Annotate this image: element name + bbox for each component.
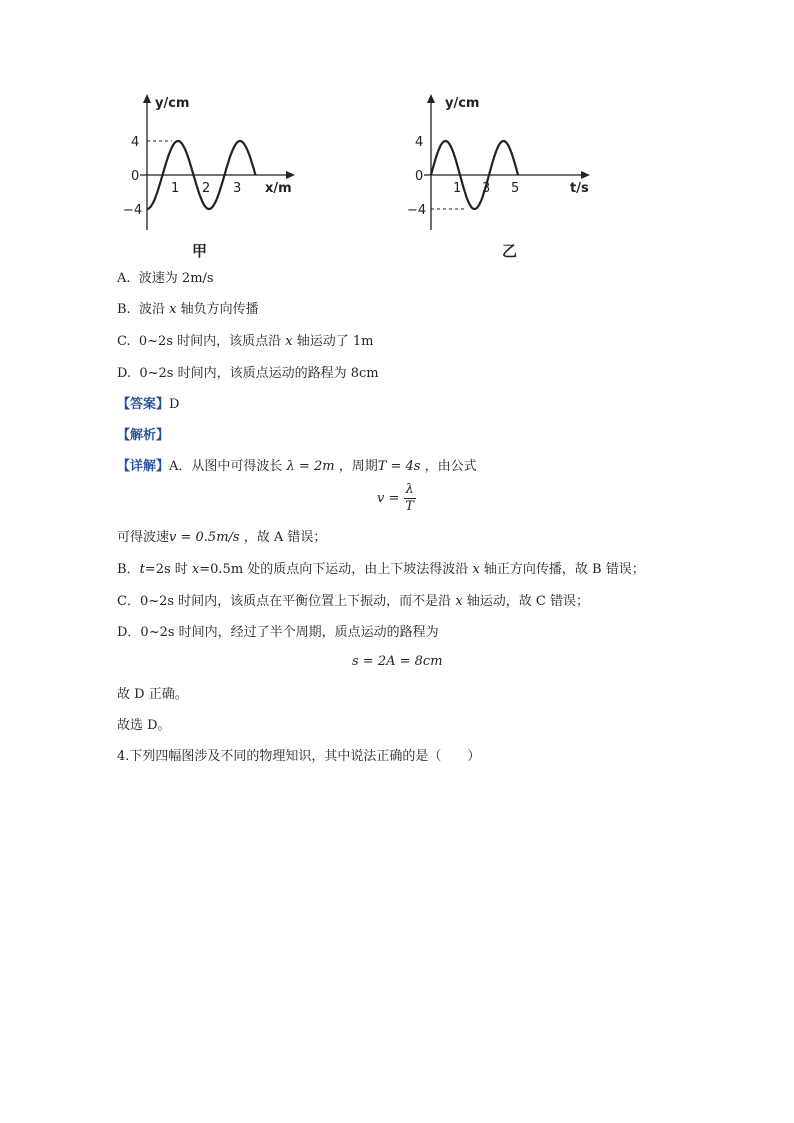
option-text: 波速为 2m/s [138, 271, 214, 286]
option-letter: C. [117, 334, 131, 349]
y-axis-arrow [427, 94, 435, 103]
x-tick: 1 [171, 181, 180, 196]
detail-b-line: B．t=2s 时 x=0.5m 处的质点向下运动，由上下坡法得波沿 x 轴正方向传播，故 B 错误； [117, 562, 645, 577]
option-text: 0~2s 时间内，该质点运动的路程为 8cm [139, 366, 379, 381]
next-question: 4.下列四幅图涉及不同的物理知识，其中说法正确的是（ ） [117, 749, 481, 764]
detail-a-line: 【详解】A．从图中可得波长 λ = 2m ，周期T = 4s ，由公式 [117, 459, 477, 474]
detail-label: 【详解】 [117, 459, 170, 474]
answer-line [117, 396, 179, 414]
figure-caption-jia: 甲 [192, 242, 208, 260]
x-tick: 2 [202, 181, 211, 196]
x-tick: 5 [511, 181, 520, 196]
period-equation: T = 4s [377, 459, 421, 474]
y-axis-label: y/cm [445, 96, 480, 111]
option-b: B. 波沿 x 轴负方向传播 [117, 302, 259, 317]
y-axis-arrow [143, 94, 151, 103]
x-tick: 1 [453, 181, 462, 196]
x-axis-arrow [581, 171, 590, 179]
speed-result-line: 可得波速v = 0.5m/s ，故 A 错误； [117, 530, 327, 545]
analysis-label: 【解析】 [117, 428, 170, 443]
y-tick: 0 [415, 169, 424, 184]
analysis-line [117, 427, 169, 445]
conclusion-line: 故 D 正确。 [117, 687, 188, 702]
x-tick: 3 [233, 181, 242, 196]
option-letter: B. [117, 302, 131, 317]
y-tick: 0 [131, 169, 140, 184]
y-axis-label: y/cm [155, 96, 190, 111]
fraction: $\frac{\lambda}{T}$ [405, 482, 414, 514]
figure-caption-yi: 乙 [502, 242, 518, 260]
option-d [117, 365, 379, 383]
y-tick: −4 [407, 203, 427, 218]
option-letter: A. [117, 271, 131, 286]
x-axis-label: t/s [570, 181, 589, 196]
final-answer-line: 故选 D。 [117, 718, 171, 733]
x-axis-label: x/m [265, 181, 292, 196]
y-tick: 4 [415, 135, 424, 150]
speed-formula: v = $\frac{\lambda}{T}$ [377, 482, 414, 514]
y-tick: 4 [131, 135, 140, 150]
speed-equation: v = 0.5m/s [169, 530, 240, 545]
lambda-equation: λ = 2m [286, 459, 335, 474]
x-axis-arrow [286, 171, 295, 179]
answer-label: 【答案】 [117, 397, 170, 412]
figure-jia [123, 90, 300, 230]
y-tick: −4 [123, 203, 143, 218]
distance-formula: s = 2A = 8cm [352, 654, 443, 669]
x-tick: 3 [482, 181, 491, 196]
figure-yi [407, 90, 600, 230]
option-c: C. 0~2s 时间内，该质点沿 x 轴运动了 1m [117, 334, 374, 349]
option-a [117, 270, 214, 288]
option-letter: D. [117, 366, 132, 381]
detail-d-line: D．0~2s 时间内，经过了半个周期，质点运动的路程为 [117, 625, 439, 640]
answer-value: D [169, 397, 180, 412]
detail-c-line: C．0~2s 时间内，该质点在平衡位置上下振动，而不是沿 x 轴运动，故 C 错误； [117, 594, 590, 609]
